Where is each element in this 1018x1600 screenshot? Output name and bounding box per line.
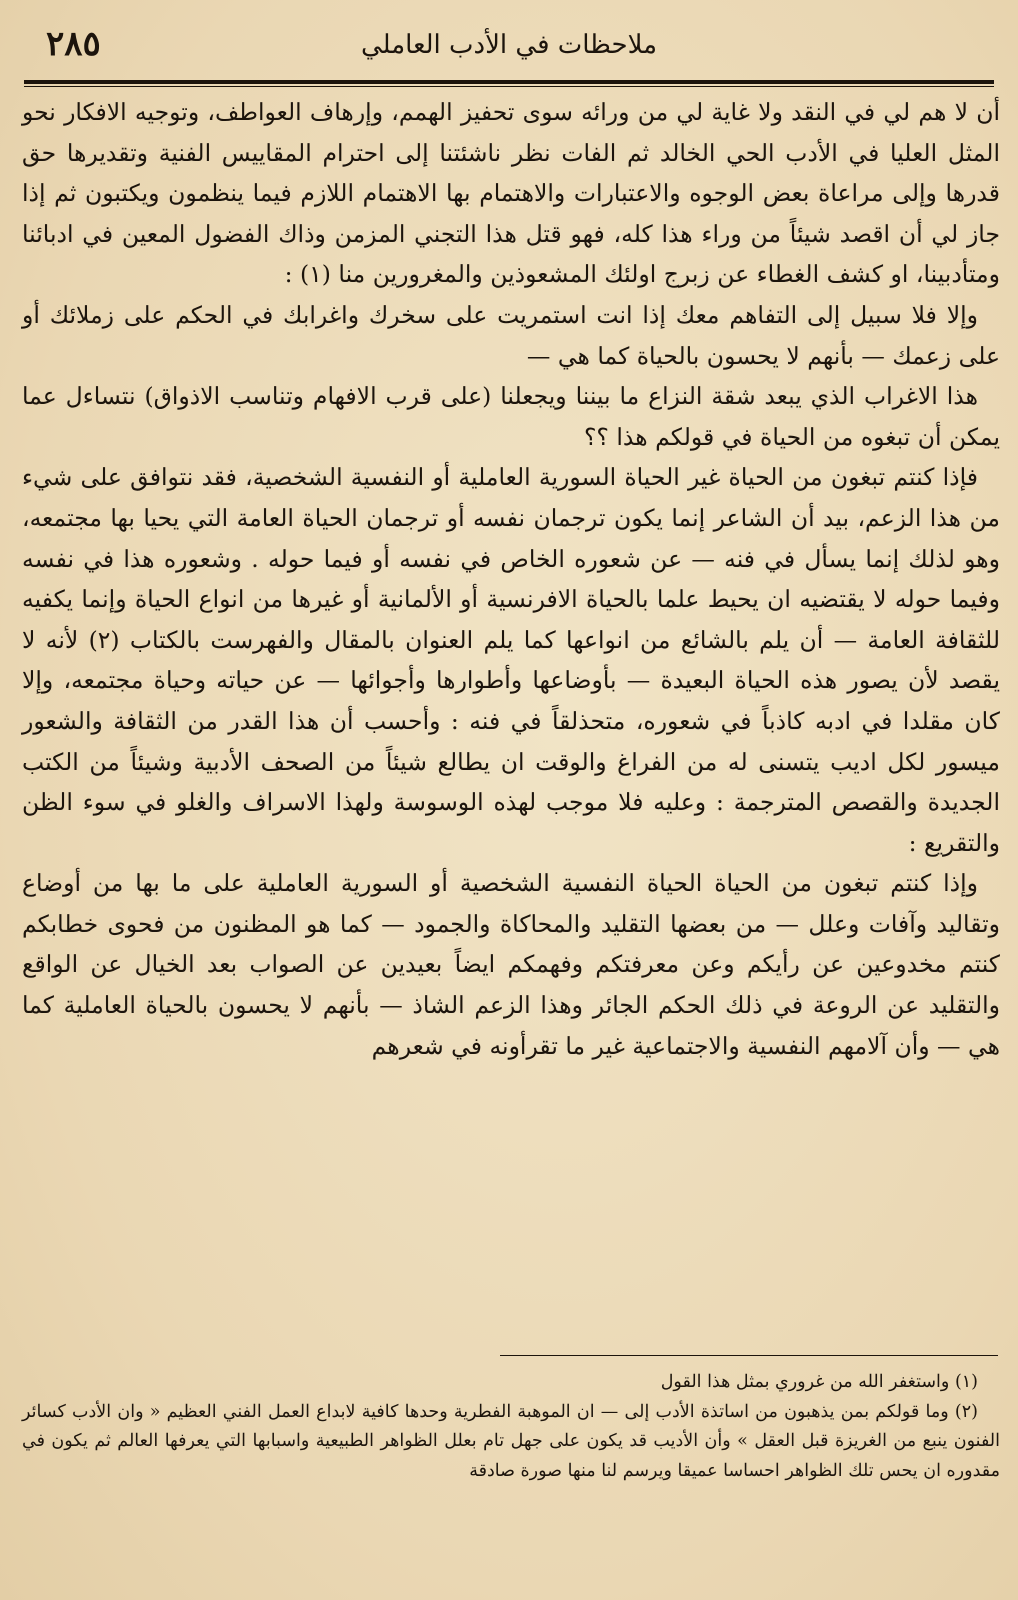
paragraph-4: فإذا كنتم تبغون من الحياة غير الحياة السورية العاملية أو النفسية الشخصية، فقد نتوافق على شيء من هذا الزعم، بيد أن الشاعر إنما يكون ترجمان نفسه أو ترجمان الحياة العامة التي يحيا بها مجتمعه، وهو لذلك إنما يسأل في فنه — عن شعوره الخاص في نفسه أو فيما حوله . وشعوره هذا في نفسه وفيما حوله لا يقتضيه ان يحيط علما بالحياة الافرنسية أو الألمانية أو غيرها من انواع الحياة وإنما يكفيه للثقافة العامة — أن يلم بالشائع من انواعها كما يلم العنوان بالمقال والفهرست بالكتاب (٢) لأنه لا يقصد لأن يصور هذه الحياة البعيدة — بأوضاعها وأطوارها وأجوائها — عن حياته وحياة مجتمعه، وإلا كان مقلدا في ادبه كاذباً في شعوره، متحذلقاً في فنه : وأحسب أن هذا القدر من الثقافة والشعور ميسور لكل اديب يتسنى له من الفراغ والوقت ان يطالع شيئاً من الصحف الأدبية وشيئاً من الكتب الجديدة والقصص المترجمة : وعليه فلا موجب لهذه الوسوسة ولهذا الاسراف والغلو في سوء الظن والتقريع : (22, 463, 1000, 857)
page-header (24, 18, 994, 82)
paragraph-3: هذا الاغراب الذي يبعد شقة النزاع ما بيننا ويجعلنا (على قرب الافهام وتناسب الاذواق) نتساءل عما يمكن أن تبغوه من الحياة في قولكم هذا ؟؟ (22, 382, 1000, 451)
running-title: ملاحظات في الأدب العاملي (360, 30, 658, 60)
footnote-rule (500, 1355, 998, 1356)
footnote-2: (٢) وما قولكم بمن يذهبون من اساتذة الأدب إلى — ان الموهبة الفطرية وحدها كافية لابداع العمل الفني العظيم « وان الأدب كسائر الفنون ينبع من الغريزة قبل العقل » وأن الأديب قد يكون على جهل تام بعلل الظواهر الطبيعية واسبابها التي يعرفها العالم ثم يكون في مقدوره ان يحس تلك الظواهر احساسا عميقا ويرسم لنا منها صورة صادقة (22, 1401, 1000, 1481)
header-rule (24, 80, 994, 87)
footnote-1: (١) واستغفر الله من غروري بمثل هذا القول (660, 1372, 978, 1392)
footnotes (22, 1368, 1000, 1486)
paragraph-1: أن لا هم لي في النقد ولا غاية لي من ورائه سوى تحفيز الهمم، وإرهاف العواطف، وتوجيه الافكار نحو المثل العليا في الأدب الحي الخالد ثم الفات نظر ناشئتنا إلى احترام المقاييس الفنية وتقديرها حق قدرها وإلى مراعاة بعض الوجوه والاعتبارات والاهتمام بها الاهتمام اللازم فيما ينظمون ويكتبون ثم إذا جاز لي أن اقصد شيئاً من وراء هذا كله، فهو قتل هذا التجني المزمن وذاك الفضول المعين في ادبائنا ومتأدبينا، او كشف الغطاء عن زبرج اولئك المشعوذين والمغرورين منا (١) : (22, 98, 1000, 289)
page-number: ٢٨٥ (46, 24, 101, 64)
body-text (22, 92, 1000, 1066)
paragraph-2: وإلا فلا سبيل إلى التفاهم معك إذا انت استمريت على سخرك واغرابك في الحكم على زملائك أو على زعمك — بأنهم لا يحسون بالحياة كما هي — (22, 300, 1000, 370)
paragraph-5: وإذا كنتم تبغون من الحياة الحياة النفسية الشخصية أو السورية العاملية على ما بها من أوضاع وتقاليد وآفات وعلل — من بعضها التقليد والمحاكاة والجمود — كما هو المظنون من فحوى خطابكم كنتم مخدوعين عن رأيكم وعن معرفتكم وفهمكم ايضاً بعيدين عن الصواب بعد الخيال عن الواقع والتقليد عن الروعة في ذلك الحكم الجائر وهذا الزعم الشاذ — بأنهم لا يحسون بالحياة العاملية كما هي — وأن آلامهم النفسية والاجتماعية غير ما تقرأونه في شعرهم (22, 869, 1000, 1060)
